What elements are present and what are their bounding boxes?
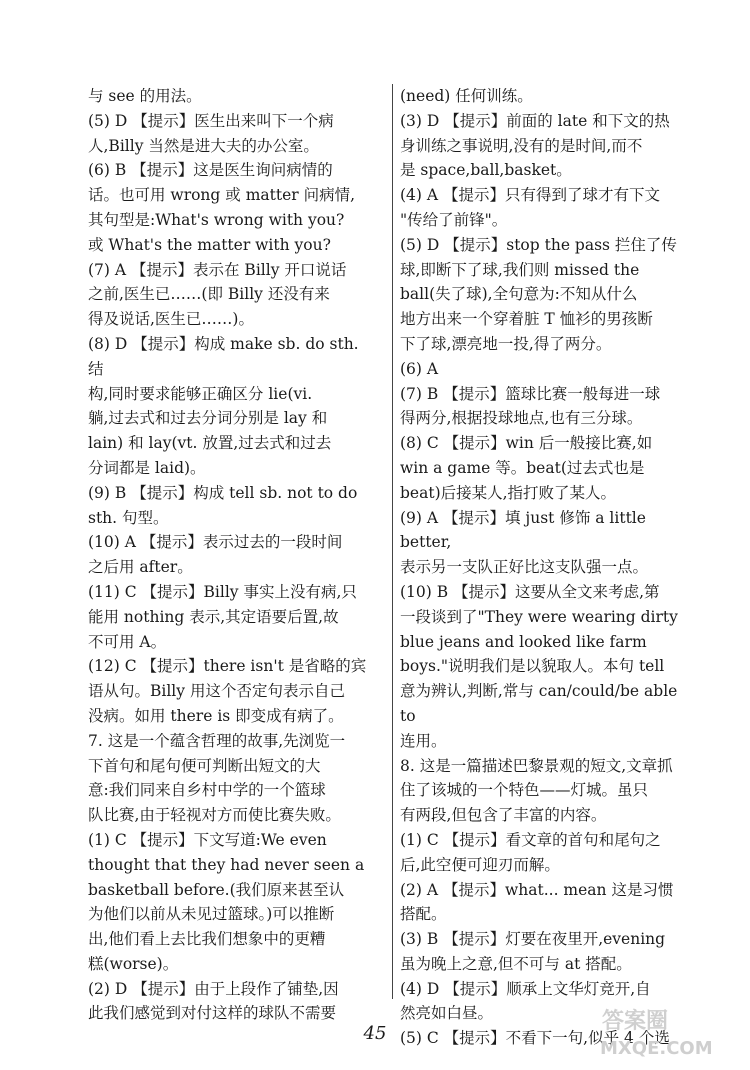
text-line: 地方出来一个穿着脏 T 恤衫的男孩断 [400, 310, 653, 329]
text-line: 得两分,根据投球地点,也有三分球。 [400, 409, 643, 428]
text-line: boys."说明我们是以貌取人。本句 tell [400, 657, 665, 676]
text-line: (need) 任何训练。 [400, 87, 533, 105]
text-line: (1) C 【提示】下文写道:We even [88, 830, 327, 849]
watermark-logo [592, 1002, 742, 1062]
text-line: (7) A 【提示】表示在 Billy 开口说话 [88, 260, 347, 279]
text-line: 一段谈到了"They were wearing dirty [400, 607, 678, 626]
text-line: (5) D 【提示】医生出来叫下一个病 [88, 111, 334, 130]
watermark-text: 答案圈 [602, 1009, 669, 1034]
right-column [400, 84, 685, 1051]
text-line: lain) 和 lay(vt. 放置,过去式和过去 [88, 434, 332, 453]
text-line: 是 space,ball,basket。 [400, 161, 572, 180]
text-line: 意:我们同来自乡村中学的一个篮球 [88, 781, 326, 800]
text-line: 搭配。 [400, 905, 447, 924]
text-line: blue jeans and looked like farm [400, 632, 647, 651]
text-line: 人,Billy 当然是进大夫的办公室。 [88, 136, 319, 155]
page-number: 45 [363, 1023, 387, 1044]
text-line: 有两段,但包含了丰富的内容。 [400, 806, 607, 825]
column-divider [392, 84, 393, 999]
text-line: (2) A 【提示】what... mean 这是习惯 [400, 880, 674, 899]
text-line: (6) A [400, 359, 439, 378]
text-line: 其句型是:What's wrong with you? [88, 210, 345, 229]
text-line: 住了该城的一个特色——灯城。虽只 [400, 781, 649, 800]
text-line: 没病。如用 there is 即变成有病了。 [88, 706, 344, 725]
text-line: (3) D 【提示】前面的 late 和下文的热 [400, 111, 670, 130]
text-line: (5) D 【提示】stop the pass 拦住了传 [400, 235, 677, 254]
text-line: 得及说话,医生已……)。 [88, 310, 254, 329]
text-line: 8. 这是一篇描述巴黎景观的短文,文章抓 [400, 756, 673, 775]
text-line: (3) B 【提示】灯要在夜里开,evening [400, 930, 666, 949]
text-line: (11) C 【提示】Billy 事实上没有病,只 [88, 582, 357, 601]
text-line: (5) C 【提示】不看下一句,似乎 4 个选 [400, 1029, 670, 1048]
text-line: (1) C 【提示】看文章的首句和尾句之 [400, 830, 661, 849]
text-line: 话。也可用 wrong 或 matter 问病情, [88, 186, 356, 205]
text-line: 之后用 after。 [88, 558, 193, 577]
text-line: 分词都是 laid)。 [88, 458, 206, 477]
text-line: (4) A 【提示】只有得到了球才有下文 [400, 186, 661, 205]
text-line: "传给了前锋"。 [400, 210, 508, 229]
text-line: (4) D 【提示】顺承上文华灯竞开,自 [400, 979, 651, 998]
text-line: win a game 等。beat(过去式也是 [400, 458, 645, 477]
text-line: (7) B 【提示】篮球比赛一般每进一球 [400, 384, 661, 403]
text-line: 与 see 的用法。 [88, 87, 202, 105]
text-line: 表示另一支队正好比这支队强一点。 [400, 558, 649, 577]
text-line: 出,他们看上去比我们想象中的更糟 [88, 930, 326, 949]
text-line: 糕(worse)。 [88, 954, 179, 973]
text-line: 躺,过去式和过去分词分别是 lay 和 [88, 409, 328, 428]
text-line: 虽为晚上之意,但不可与 at 搭配。 [400, 954, 632, 973]
text-line: (9) B 【提示】构成 tell sb. not to do [88, 483, 358, 502]
text-line: 后,此空便可迎刃而解。 [400, 855, 560, 874]
text-line: 队比赛,由于轻视对方而使比赛失败。 [88, 806, 341, 825]
text-line: 7. 这是一个蕴含哲理的故事,先浏览一 [88, 731, 346, 750]
text-line: (10) B 【提示】这要从全文来考虑,第 [400, 582, 660, 601]
text-line: (12) C 【提示】there isn't 是省略的宾 [88, 657, 367, 676]
text-line: 身训练之事说明,没有的是时间,而不 [400, 136, 643, 155]
text-line: sth. 句型。 [88, 508, 169, 527]
text-line: 下了球,漂亮地一投,得了两分。 [400, 334, 612, 353]
text-line: thought that they had never seen a [88, 855, 365, 874]
text-line: beat)后接某人,指打败了某人。 [400, 483, 617, 502]
text-line: 或 What's the matter with you? [88, 235, 331, 254]
text-line: 之前,医生已……(即 Billy 还没有来 [88, 285, 330, 304]
text-line: 意为辨认,判断,常与 can/could/be able to [400, 682, 678, 725]
text-line: (6) B 【提示】这是医生询问病情的 [88, 161, 333, 180]
text-line: (2) D 【提示】由于上段作了铺垫,因 [88, 979, 339, 998]
text-line: 能用 nothing 表示,其定语要后置,故 [88, 607, 339, 626]
text-line: (8) D 【提示】构成 make sb. do sth. 结 [88, 334, 359, 378]
left-column [88, 84, 378, 1026]
svg-text:MXQE.COM: MXQE.COM [600, 1038, 713, 1059]
text-line: ball(失了球),全句意为:不知从什么 [400, 285, 638, 304]
text-line: 此我们感觉到对付这样的球队不需要 [88, 1004, 337, 1023]
text-line: 球,即断下了球,我们则 missed the [400, 260, 640, 279]
text-line: (10) A 【提示】表示过去的一段时间 [88, 533, 343, 552]
text-line: 然亮如白昼。 [400, 1004, 494, 1023]
text-line: basketball before.(我们原来甚至认 [88, 880, 345, 899]
text-line: 为他们以前从未见过篮球。)可以推断 [88, 905, 335, 924]
text-line: 不可用 A。 [88, 632, 167, 651]
text-line: (9) A 【提示】填 just 修饰 a little better, [400, 508, 646, 552]
text-line: 连用。 [400, 731, 447, 750]
text-line: (8) C 【提示】win 后一般接比赛,如 [400, 434, 653, 453]
text-line: 构,同时要求能够正确区分 lie(vi. [88, 384, 313, 403]
text-line: 语从句。Billy 用这个否定句表示自己 [88, 682, 345, 701]
text-line: 下首句和尾句便可判断出短文的大 [88, 756, 321, 775]
